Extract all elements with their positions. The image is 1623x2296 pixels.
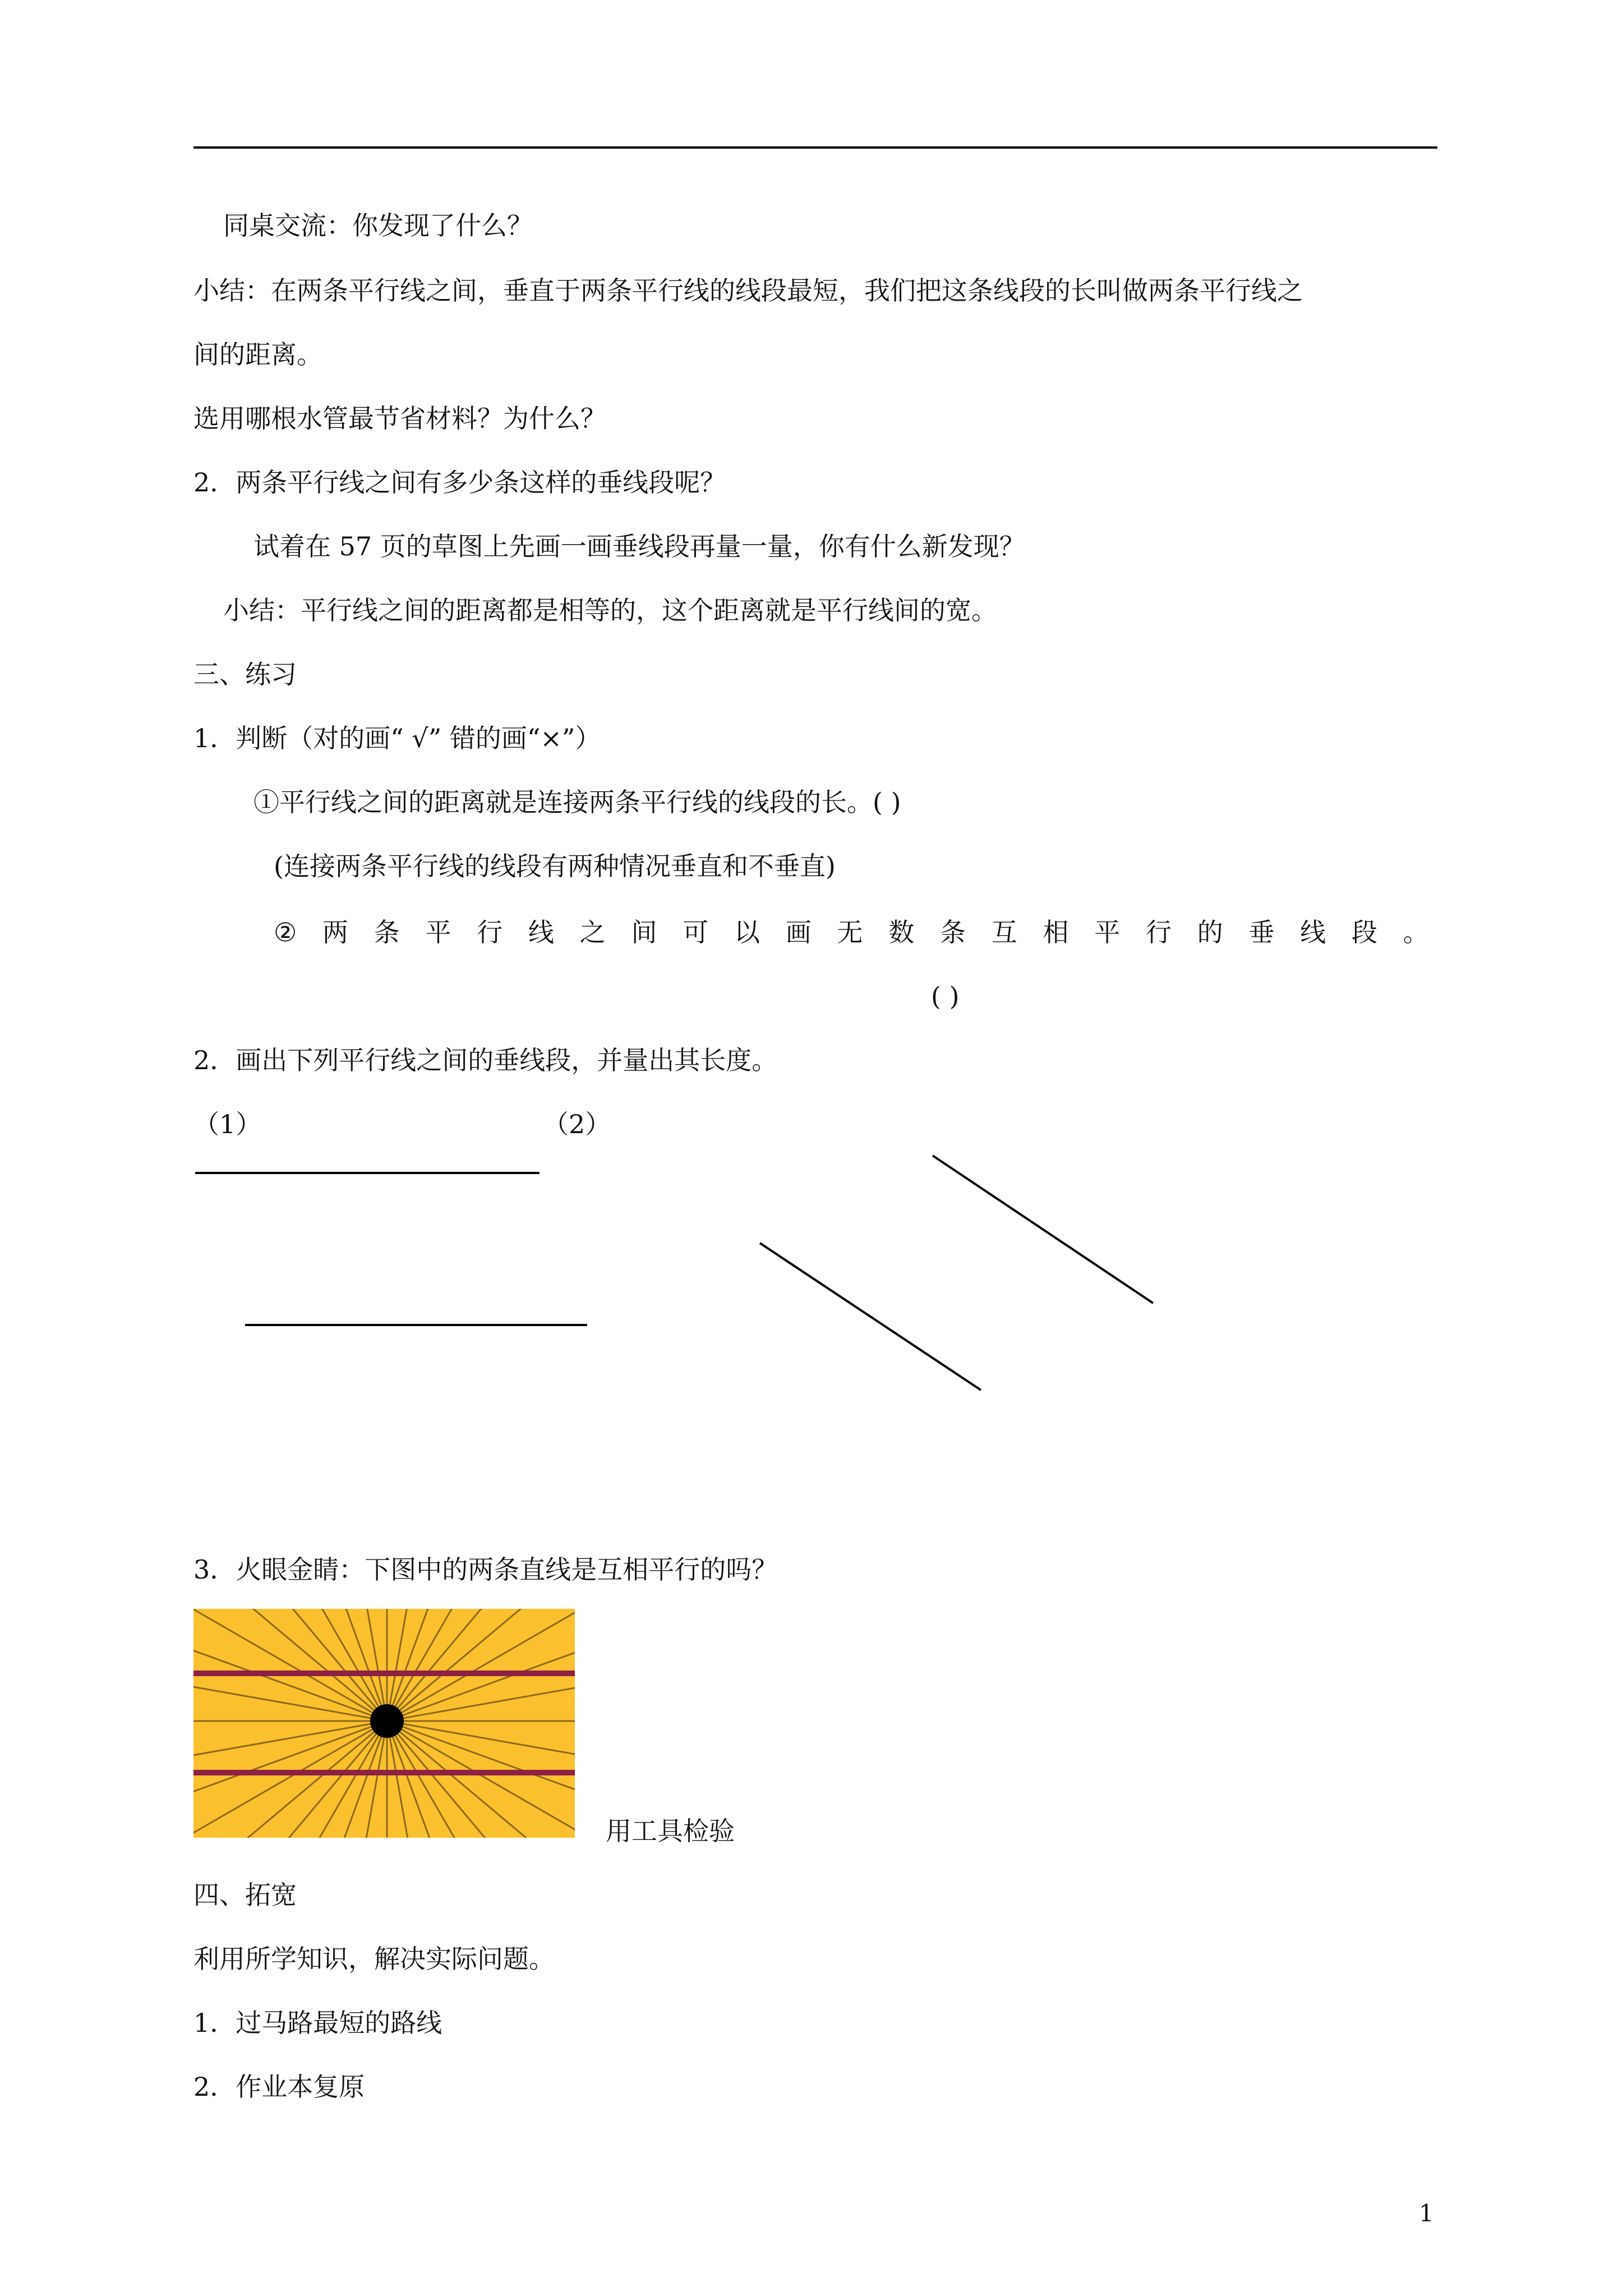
judge-item-2-char: 以 <box>734 917 760 947</box>
judge-item-2-char: 两 <box>322 917 348 947</box>
judge-item-2-char: 条 <box>940 917 966 947</box>
judge-item-1-note: (连接两条平行线的线段有两种情况垂直和不垂直) <box>274 851 836 881</box>
extension-heading: 四、拓宽 <box>193 1880 297 1910</box>
judge-item-2-char: 平 <box>425 917 451 947</box>
sharp-eyes-title: 3．火眼金睛：下图中的两条直线是互相平行的吗？ <box>193 1554 778 1585</box>
figure-2-label: （2） <box>543 1109 611 1139</box>
judge-item-2-char: 之 <box>579 917 606 947</box>
judge-item-2-char: 线 <box>528 917 554 947</box>
summary-2: 小结：平行线之间的距离都是相等的，这个距离就是平行线间的宽。 <box>223 595 997 625</box>
judge-item-2-char: 互 <box>991 917 1017 947</box>
judge-item-2-char: 相 <box>1043 917 1069 947</box>
pipe-question: 选用哪根水管最节省材料？为什么？ <box>193 403 606 434</box>
draw-perpendicular-title: 2．画出下列平行线之间的垂线段，并量出其长度。 <box>193 1045 778 1075</box>
judge-item-2-char: 间 <box>631 917 657 947</box>
extension-item-1: 1．过马路最短的路线 <box>193 2008 442 2038</box>
practice-heading: 三、练习 <box>193 659 297 689</box>
judge-item-2-char: 画 <box>785 917 811 947</box>
extension-item-2: 2．作业本复原 <box>193 2072 365 2102</box>
verify-with-tools: 用工具检验 <box>606 1816 735 1846</box>
judge-item-2-char: 线 <box>1300 917 1326 947</box>
judge-item-2-char: 行 <box>1146 917 1172 947</box>
question-2: 2．两条平行线之间有多少条这样的垂线段呢？ <box>193 467 726 498</box>
page-number: 1 <box>1419 2200 1434 2227</box>
judge-item-2-char: 垂 <box>1248 917 1275 947</box>
summary-1-line-1: 小结：在两条平行线之间，垂直于两条平行线的线段最短，我们把这条线段的长叫做两条平行线之 <box>193 275 1303 306</box>
judge-item-2-char: 段 <box>1352 917 1377 947</box>
illusion-center-dot <box>370 1704 404 1738</box>
discuss-prompt: 同桌交流：你发现了什么？ <box>223 210 533 241</box>
summary-1-line-2: 间的距离。 <box>193 339 322 370</box>
judge-item-2-char: 平 <box>1094 917 1121 947</box>
judge-item-2-char: 的 <box>1197 917 1223 947</box>
judge-item-2-char: 。 <box>1403 917 1429 947</box>
judge-item-2-char: 数 <box>888 917 915 947</box>
judge-item-1: ①平行线之间的距离就是连接两条平行线的线段的长。( ) <box>253 787 901 817</box>
question-2-try: 试着在 57 页的草图上先画一画垂线段再量一量，你有什么新发现？ <box>253 531 1025 562</box>
judge-title: 1．判断（对的画“ √” 错的画“×”） <box>193 723 601 753</box>
judge-item-2-answer-blank: ( ) <box>931 981 960 1011</box>
figure-1-label: （1） <box>193 1109 262 1139</box>
judge-item-2-char: 可 <box>683 917 709 947</box>
extension-intro: 利用所学知识，解决实际问题。 <box>193 1944 555 1974</box>
figure-2-line-right <box>933 1156 1153 1303</box>
judge-item-2-char: 行 <box>477 917 503 947</box>
figure-2-line-left <box>760 1243 981 1390</box>
judge-item-2-char: 条 <box>374 917 400 947</box>
parallel-lines-illusion-image <box>193 1609 575 1838</box>
judge-item-2-char: ② <box>274 917 297 947</box>
judge-item-2-char: 无 <box>837 917 863 947</box>
